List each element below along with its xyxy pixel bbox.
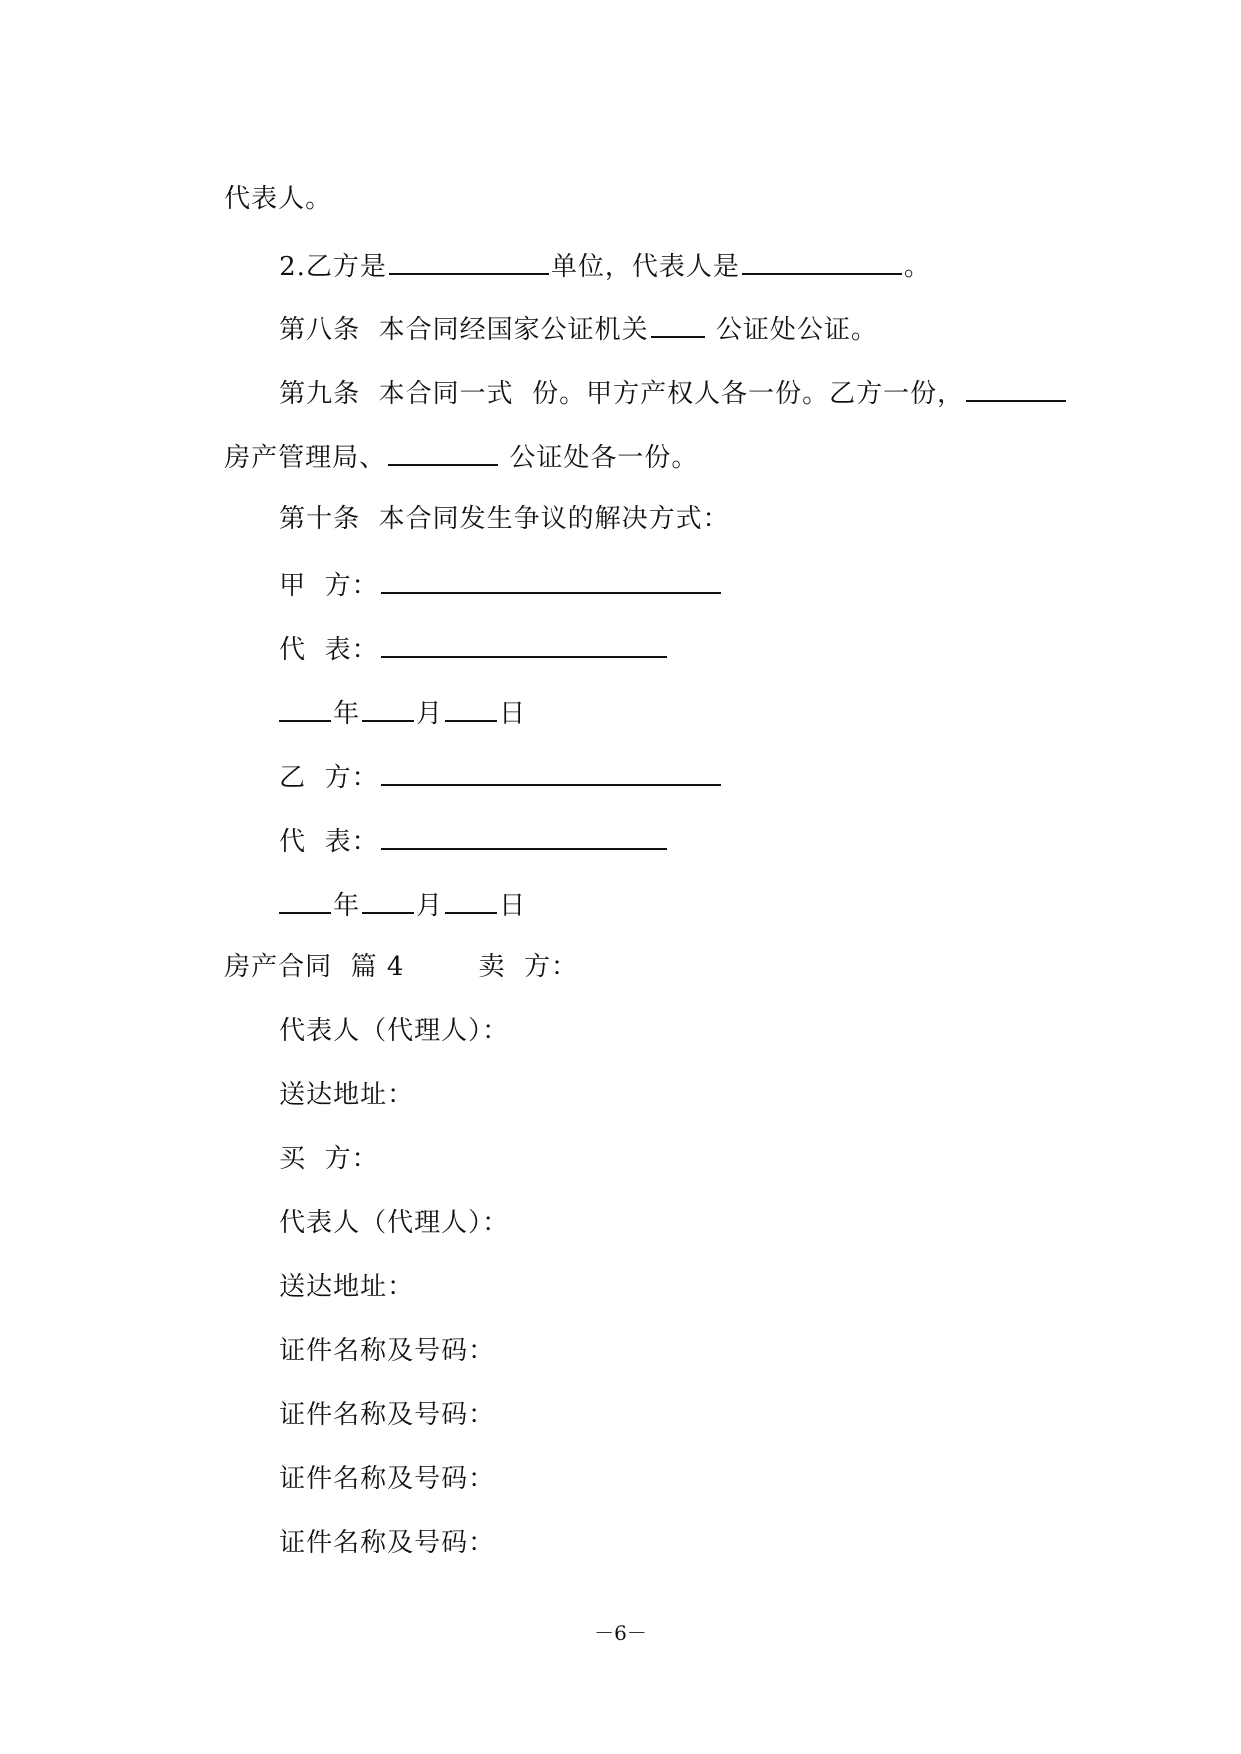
article-nine-cont: 房产管理局、 公证处各一份。 xyxy=(187,404,698,509)
blank-field[interactable] xyxy=(279,886,331,914)
blank-field[interactable] xyxy=(742,247,902,275)
blank-field[interactable] xyxy=(381,822,667,850)
id-document-line: 证件名称及号码： xyxy=(279,1400,496,1430)
blank-field[interactable] xyxy=(966,374,1066,402)
blank-field[interactable] xyxy=(388,438,498,466)
blank-field[interactable] xyxy=(445,694,497,722)
blank-field[interactable] xyxy=(279,694,331,722)
article-ten: 第十条 本合同发生争议的解决方式： xyxy=(279,504,730,534)
blank-field[interactable] xyxy=(362,886,414,914)
party-a-signature: 甲 方： xyxy=(242,532,723,637)
blank-field[interactable] xyxy=(381,758,721,786)
blank-field[interactable] xyxy=(362,694,414,722)
blank-field[interactable] xyxy=(381,630,667,658)
seller-representative: 代表人（代理人）： xyxy=(279,1016,510,1046)
article-eight: 第八条 本合同经国家公证机关 公证处公证。 xyxy=(242,276,878,381)
blank-field[interactable] xyxy=(651,310,705,338)
party-a-date: 年 月 日 xyxy=(242,660,526,765)
section-heading: 房产合同 篇 4 卖 方： xyxy=(224,952,579,982)
id-document-line: 证件名称及号码： xyxy=(279,1464,496,1494)
id-document-line: 证件名称及号码： xyxy=(279,1336,496,1366)
buyer-address: 送达地址： xyxy=(279,1272,415,1302)
blank-field[interactable] xyxy=(381,566,721,594)
text-line: 代表人。 xyxy=(224,184,333,214)
party-b-signature: 乙 方： xyxy=(242,724,723,829)
seller-address: 送达地址： xyxy=(279,1080,415,1110)
buyer-representative: 代表人（代理人）： xyxy=(279,1208,510,1238)
article-nine: 第九条 本合同一式 份。甲方产权人各一份。乙方一份， xyxy=(242,340,1068,445)
id-document-line: 证件名称及号码： xyxy=(279,1528,496,1558)
party-a-representative: 代 表： xyxy=(242,596,669,701)
party-b-date: 年 月 日 xyxy=(242,852,526,957)
buyer-label: 买 方： xyxy=(279,1144,379,1174)
blank-field[interactable] xyxy=(445,886,497,914)
page-number: －6－ xyxy=(594,1621,647,1645)
party-b-line: 2.乙方是 单位，代表人是 。 xyxy=(242,213,931,318)
blank-field[interactable] xyxy=(389,247,549,275)
party-b-representative: 代 表： xyxy=(242,788,669,893)
